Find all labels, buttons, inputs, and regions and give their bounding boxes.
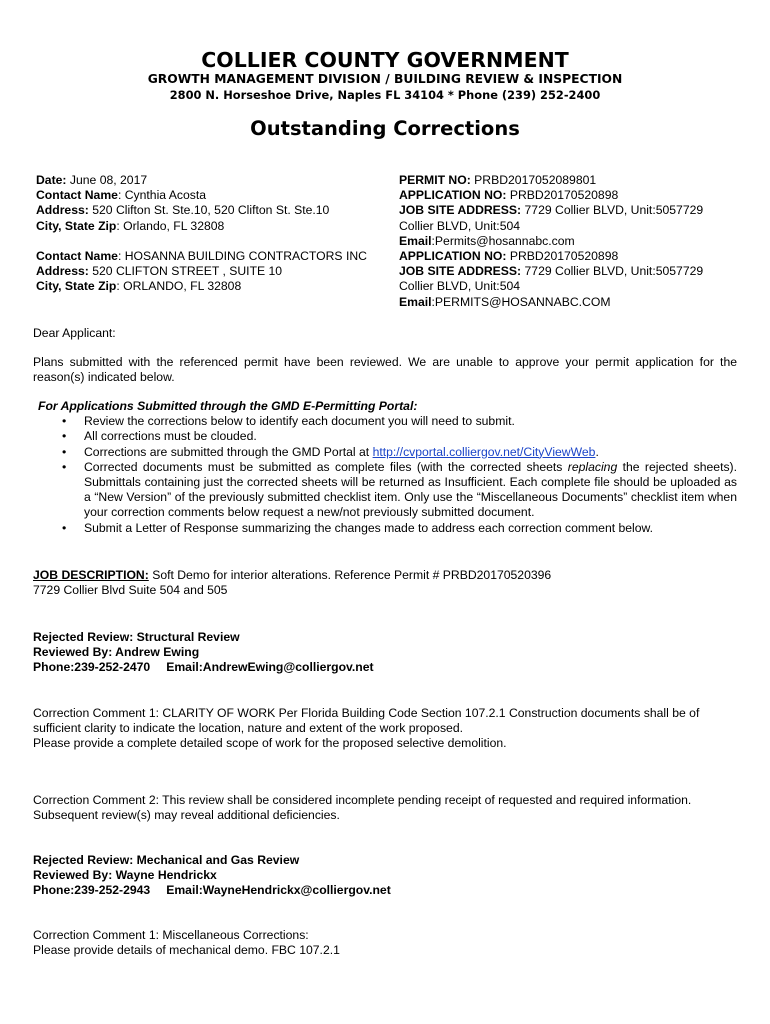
address-row: [36, 264, 367, 279]
reviewer-phone: Phone:239-252-2470: [33, 660, 151, 675]
contact-row: Contact Name: HOSANNA BUILDING CONTRACTORS INC: [36, 248, 367, 263]
city-row: City, State Zip: Orlando, FL 32808: [36, 218, 225, 233]
email-row: Email:PERMITS@HOSANNABC.COM: [399, 294, 611, 309]
contact-label: Contact Name: [36, 188, 118, 203]
email-value: Permits@hosannabc.com: [434, 233, 575, 248]
job-site-cont: Collier BLVD, Unit:504: [399, 218, 521, 233]
address-label: Address:: [36, 203, 89, 218]
job-description-label: JOB DESCRIPTION:: [33, 568, 149, 582]
contact-label: Contact Name: [36, 248, 118, 263]
job-site-row: [399, 264, 703, 279]
application-value: PRBD20170520898: [509, 249, 619, 264]
application-row: [399, 249, 703, 264]
review-block-mechanical: [33, 853, 737, 899]
list-item: • Corrections are submitted through the GMD Portal at http://cvportal.colliergov.net/CityViewWeb.: [62, 444, 599, 459]
permit-row: [399, 173, 703, 188]
bullet-icon: •: [62, 459, 67, 474]
correction-comment: Correction Comment 2: This review shall be considered incomplete pending receipt of requested and required information. Subsequent review(s) may reveal additional deficiencies.: [33, 793, 692, 823]
contact-row: Contact Name: Cynthia Acosta: [36, 188, 207, 203]
job-site-label: JOB SITE ADDRESS:: [399, 203, 522, 218]
reviewer-email: Email:WayneHendrickx@colliergov.net: [166, 883, 391, 898]
page-title: Outstanding Corrections: [250, 117, 520, 140]
intro-paragraph: Plans submitted with the referenced permit have been reviewed. We are unable to approve your permit application for the reason(s) indicated below.: [33, 355, 737, 385]
job-site-value: 7729 Collier BLVD, Unit:5057729: [524, 264, 704, 279]
rejected-review: Rejected Review: Structural Review: [33, 630, 240, 644]
reviewer-email: Email:AndrewEwing@colliergov.net: [166, 660, 374, 675]
contact-value: HOSANNA BUILDING CONTRACTORS INC: [124, 248, 367, 263]
reviewer: Reviewed By: Andrew Ewing: [33, 645, 200, 660]
reviewer: Reviewed By: Wayne Hendrickx: [33, 868, 217, 883]
job-site-cont: Collier BLVD, Unit:504: [399, 279, 521, 294]
salutation: Dear Applicant:: [33, 326, 116, 340]
bullet-icon: •: [62, 429, 67, 444]
correction-comment: Correction Comment 1: CLARITY OF WORK Per Florida Building Code Section 107.2.1 Construction documents shall be of sufficient clarity to indicate the location, nature and extent of the work proposed. Please provide a complete detailed scope of work for the proposed selective demolition.: [33, 706, 700, 751]
date-label: Date:: [36, 173, 67, 187]
address-label: Address:: [36, 264, 89, 279]
permit-info: [399, 173, 703, 310]
correction-comment: Correction Comment 1: Miscellaneous Corrections: Please provide details of mechanical demo. FBC 107.2.1: [33, 928, 340, 958]
review-block-structural: [33, 630, 737, 676]
city-row: City, State Zip: ORLANDO, FL 32808: [36, 279, 242, 294]
org-address: 2800 N. Horseshoe Drive, Naples FL 34104 * Phone (239) 252-2400: [169, 88, 601, 102]
job-site-label: JOB SITE ADDRESS:: [399, 264, 522, 279]
job-description-value: Soft Demo for interior alterations. Reference Permit # PRBD20170520396: [152, 568, 552, 582]
bullet-icon: •: [62, 520, 67, 535]
application-row: [399, 188, 703, 203]
address-value: 520 CLIFTON STREET , SUITE 10: [92, 264, 283, 279]
portal-title: For Applications Submitted through the GMD E-Permitting Portal:: [38, 399, 418, 413]
portal-link[interactable]: http://cvportal.colliergov.net/CityViewWeb: [372, 444, 596, 459]
city-value: Orlando, FL 32808: [123, 218, 225, 233]
reviewer-phone: Phone:239-252-2943: [33, 883, 151, 898]
instruction-list: [33, 414, 737, 536]
division-name: GROWTH MANAGEMENT DIVISION / BUILDING REVIEW & INSPECTION: [147, 72, 623, 86]
list-item: • Submit a Letter of Response summarizing the changes made to address each correction comment below.: [62, 520, 654, 535]
job-site-row: [399, 203, 703, 218]
job-description-line2: 7729 Collier Blvd Suite 504 and 505: [33, 583, 228, 598]
permit-value: PRBD2017052089801: [474, 173, 597, 187]
city-label: City, State Zip: [36, 279, 117, 294]
date-row: [36, 173, 367, 188]
bullet-icon: •: [62, 414, 67, 429]
city-label: City, State Zip: [36, 218, 117, 233]
application-label: APPLICATION NO:: [399, 188, 507, 203]
list-item: • Corrected documents must be submitted as complete files (with the corrected sheets replacing the rejected sheets). Submittals containing just the corrected sheets will be returned as Insufficient. Each complete file should be uploaded as a “New Version” of the previously submitted checklist item. Only use the “Miscellaneous Documents” checklist item when your correction comments below request a new/not previously submitted document.: [62, 459, 737, 520]
applicant-info: [36, 173, 367, 294]
contact-value: Cynthia Acosta: [124, 188, 207, 203]
permit-label: PERMIT NO:: [399, 173, 471, 187]
bullet-icon: •: [62, 444, 67, 459]
org-name: COLLIER COUNTY GOVERNMENT: [201, 48, 569, 72]
email-label: Email: [399, 233, 432, 248]
email-row: Email:Permits@hosannabc.com: [399, 233, 575, 248]
job-description: [33, 568, 737, 598]
city-value: ORLANDO, FL 32808: [123, 279, 242, 294]
list-item: • All corrections must be clouded.: [62, 429, 257, 444]
application-label: APPLICATION NO:: [399, 249, 507, 264]
email-value: PERMITS@HOSANNABC.COM: [434, 294, 611, 309]
application-value: PRBD20170520898: [509, 188, 619, 203]
rejected-review: Rejected Review: Mechanical and Gas Review: [33, 853, 300, 867]
list-item: • Review the corrections below to identify each document you will need to submit.: [62, 414, 515, 429]
address-value: 520 Clifton St. Ste.10, 520 Clifton St. Ste.10: [92, 203, 330, 218]
portal-instructions: [33, 399, 737, 536]
date-value: June 08, 2017: [69, 173, 148, 187]
address-row: [36, 203, 367, 218]
email-label: Email: [399, 294, 432, 309]
job-site-value: 7729 Collier BLVD, Unit:5057729: [524, 203, 704, 218]
